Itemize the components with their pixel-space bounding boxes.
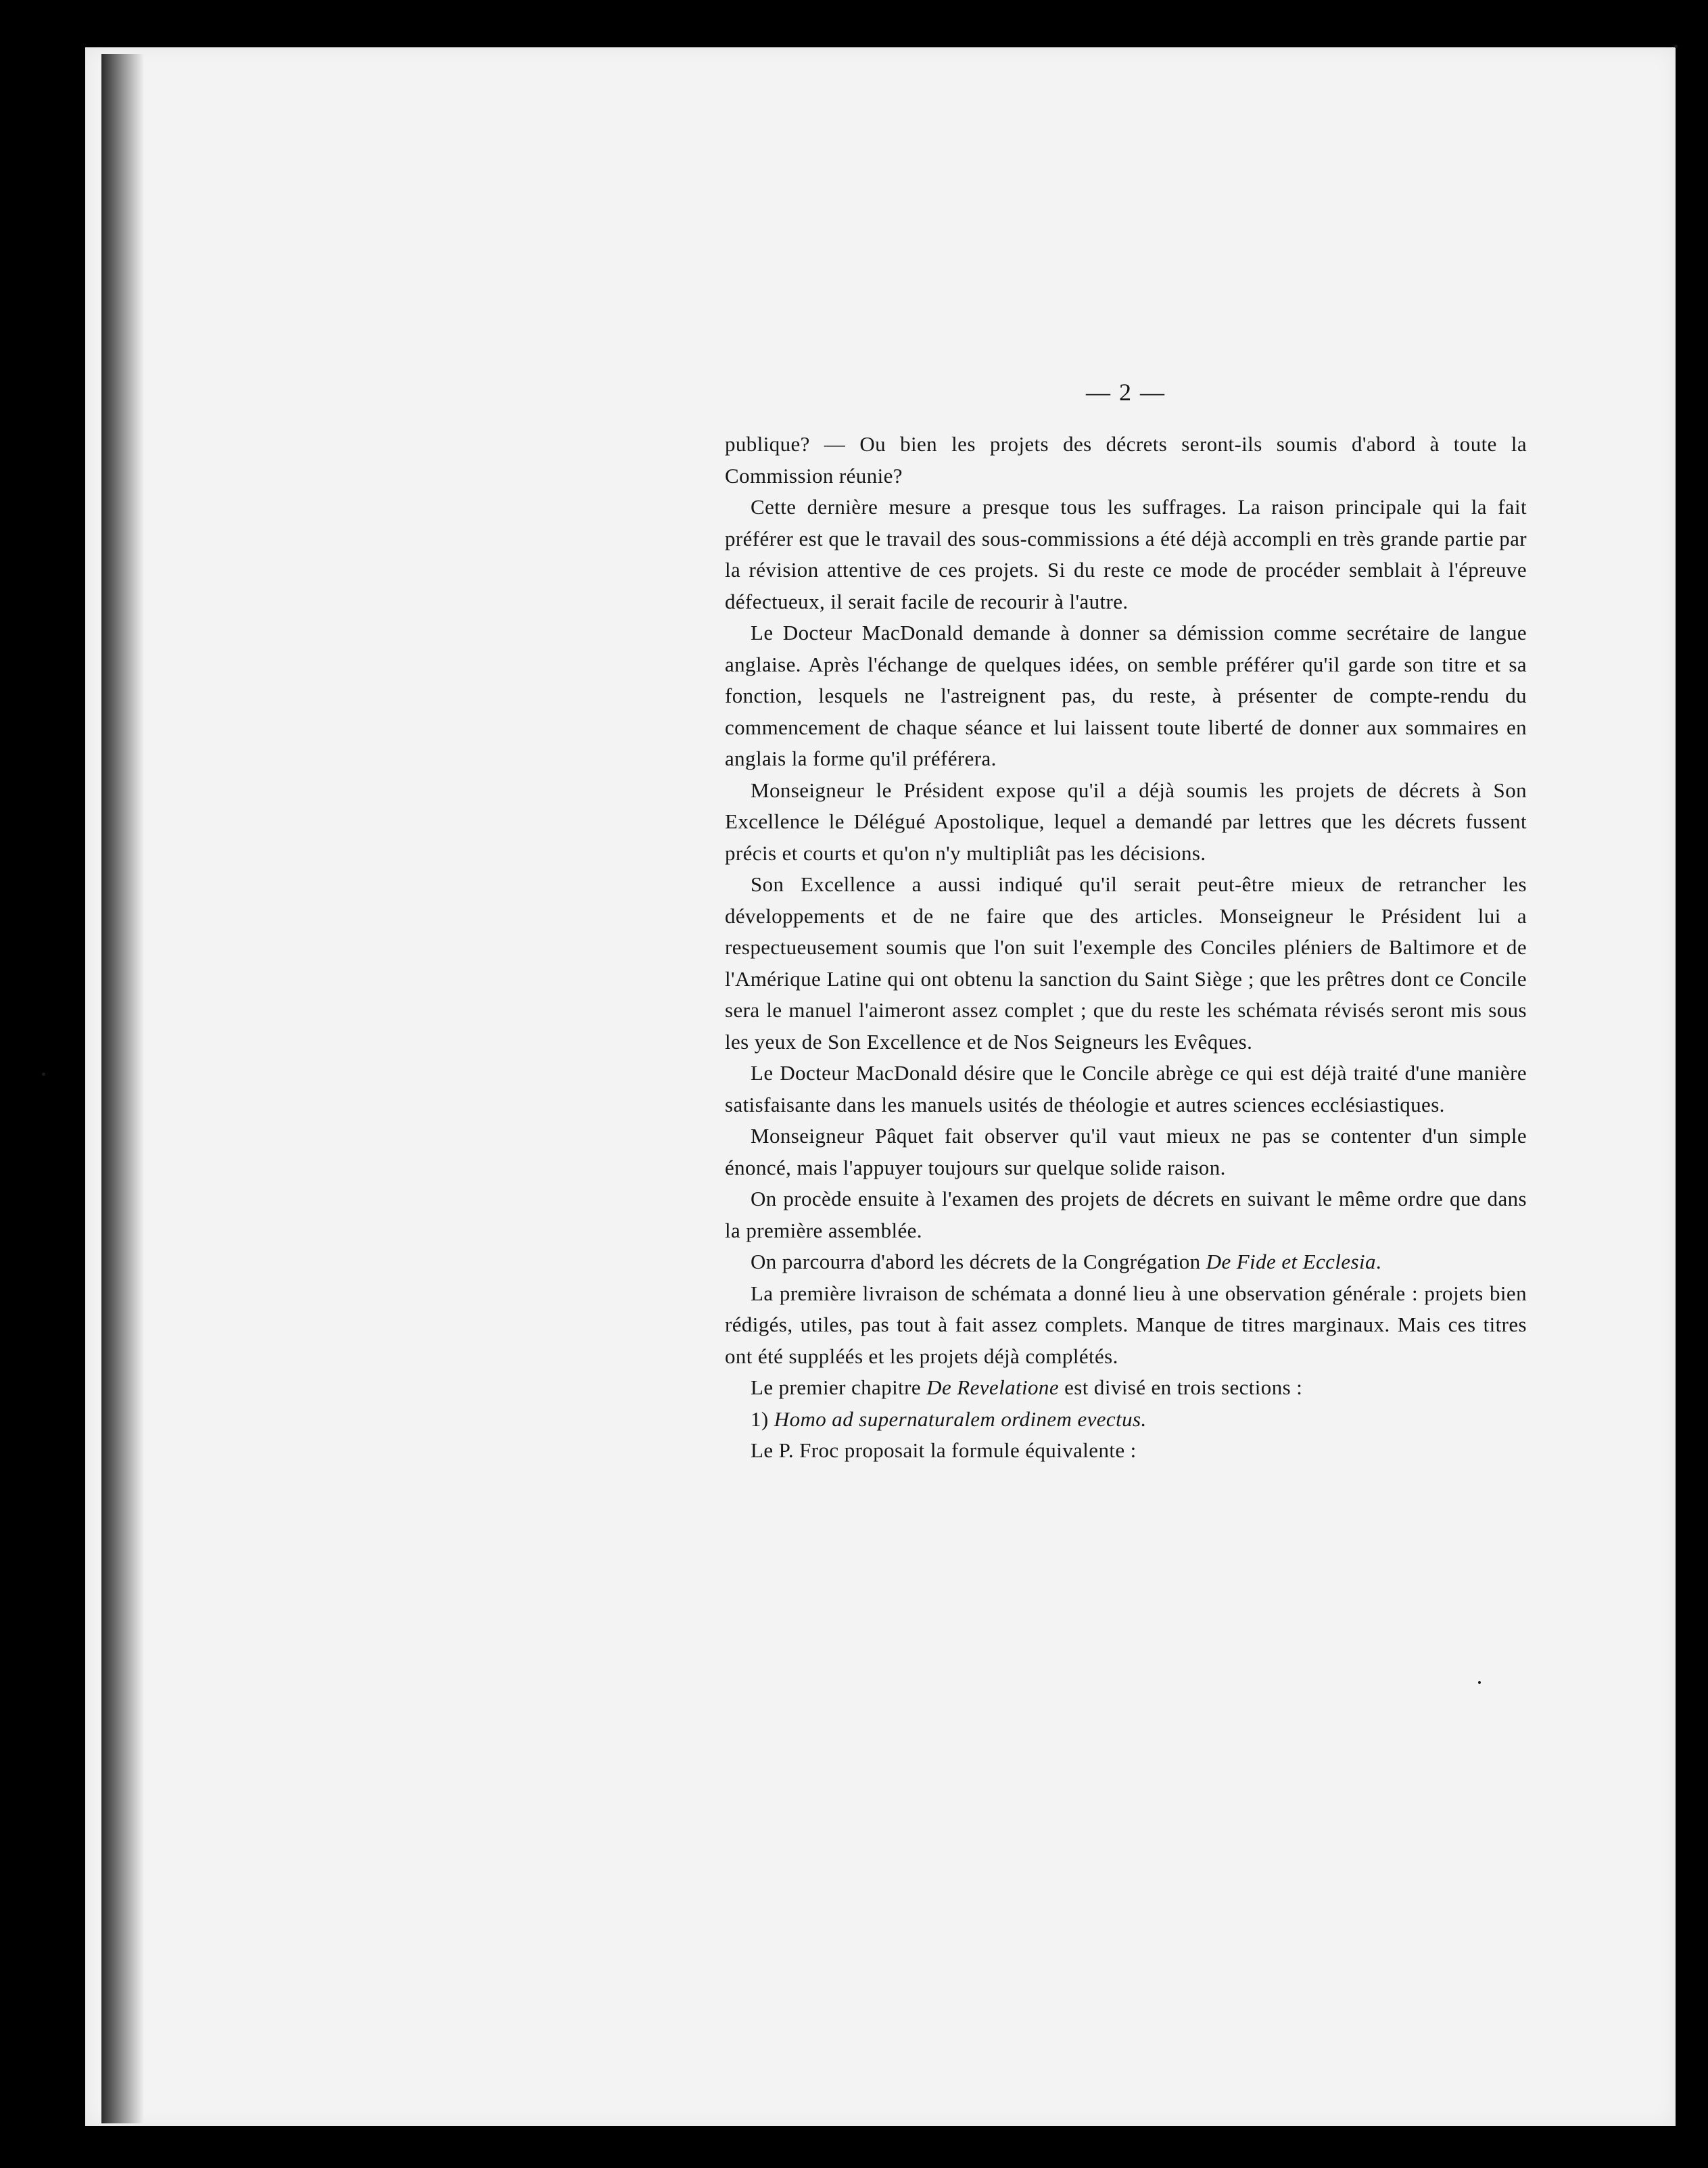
scan-speck xyxy=(42,1073,45,1076)
italic-title: De Revelatione xyxy=(926,1375,1059,1399)
paragraph: Le Docteur MacDonald demande à donner sa démission comme secrétaire de langue anglaise. Après l'échange de quelques idées, on semble préférer qu'il garde son titre et sa fonction, lesquels ne l'astreignent pas, du reste, à présenter de compte-rendu du commencement de chaque séance et lui laissent toute liberté de donner aux sommaires en anglais la forme qu'il préférera. xyxy=(725,621,1527,770)
italic-title: De Fide et Ecclesia xyxy=(1206,1250,1376,1273)
paragraph: Monseigneur le Président expose qu'il a déjà soumis les projets de décrets à Son Excellence le Délégué Apostolique, lequel a demandé par lettres que les décrets fussent précis et courts et qu'on n'y multipliât pas les décisions. xyxy=(725,778,1527,865)
paragraph: La première livraison de schémata a donné lieu à une observation générale : projets bien rédigés, utiles, pas tout à fait assez complets. Manque de titres marginaux. Mais ces titres ont été suppléés et les projets déjà complétés. xyxy=(725,1281,1527,1368)
section-number: 1) xyxy=(751,1407,769,1431)
text-run: est divisé en trois sections : xyxy=(1058,1375,1303,1399)
paragraph: Son Excellence a aussi indiqué qu'il serait peut-être mieux de retrancher les développements et de ne faire que des articles. Monseigneur le Président lui a respectueusement soumis que l'on suit l'exemple des Conciles pléniers de Baltimore et de l'Amérique Latine qui ont obtenu la sanction du Saint Siège ; que les prêtres dont ce Concile sera le manuel l'aimeront assez complet ; que du reste les schémata révisés seront mis sous les yeux de Son Excellence et de Nos Seigneurs les Evêques. xyxy=(725,872,1527,1054)
paragraph: On procède ensuite à l'examen des projets de décrets en suivant le même ordre que dans la première assemblée. xyxy=(725,1187,1527,1242)
text-run: . xyxy=(1375,1250,1382,1273)
paragraph: Monseigneur Pâquet fait observer qu'il vaut mieux ne pas se contenter d'un simple énoncé, mais l'appuyer toujours sur quelque solide raison. xyxy=(725,1124,1527,1179)
binding-shadow xyxy=(101,54,143,2123)
paragraph: Cette dernière mesure a presque tous les suffrages. La raison principale qui la fait préférer est que le travail des sous-commissions a été déjà accompli en très grande partie par la révision attentive de ces projets. Si du reste ce mode de procéder semblait à l'épreuve défectueux, il serait facile de recourir à l'autre. xyxy=(725,495,1527,613)
text-run: On parcourra d'abord les décrets de la Congrégation xyxy=(751,1250,1206,1273)
scan-speck xyxy=(1674,45,1678,48)
page-number: — 2 — xyxy=(1086,379,1166,406)
paragraph: Le Docteur MacDonald désire que le Concile abrège ce qui est déjà traité d'une manière satisfaisante dans les manuels usités de théologie et autres sciences ecclésiastiques. xyxy=(725,1061,1527,1116)
paragraph-congregation xyxy=(725,1246,1527,1278)
text-run: Le premier chapitre xyxy=(751,1375,927,1399)
paragraph: Le P. Froc proposait la formule équivalente : xyxy=(751,1438,1137,1462)
section-item xyxy=(725,1404,1527,1436)
paragraph-chapter xyxy=(725,1372,1527,1404)
paragraph: publique? — Ou bien les projets des décrets seront-ils soumis d'abord à toute la Commission réunie? xyxy=(725,432,1527,488)
scan-speck xyxy=(1478,1681,1481,1684)
page-text xyxy=(725,376,1527,1467)
section-title: Homo ad supernaturalem ordinem evectus. xyxy=(774,1407,1147,1431)
